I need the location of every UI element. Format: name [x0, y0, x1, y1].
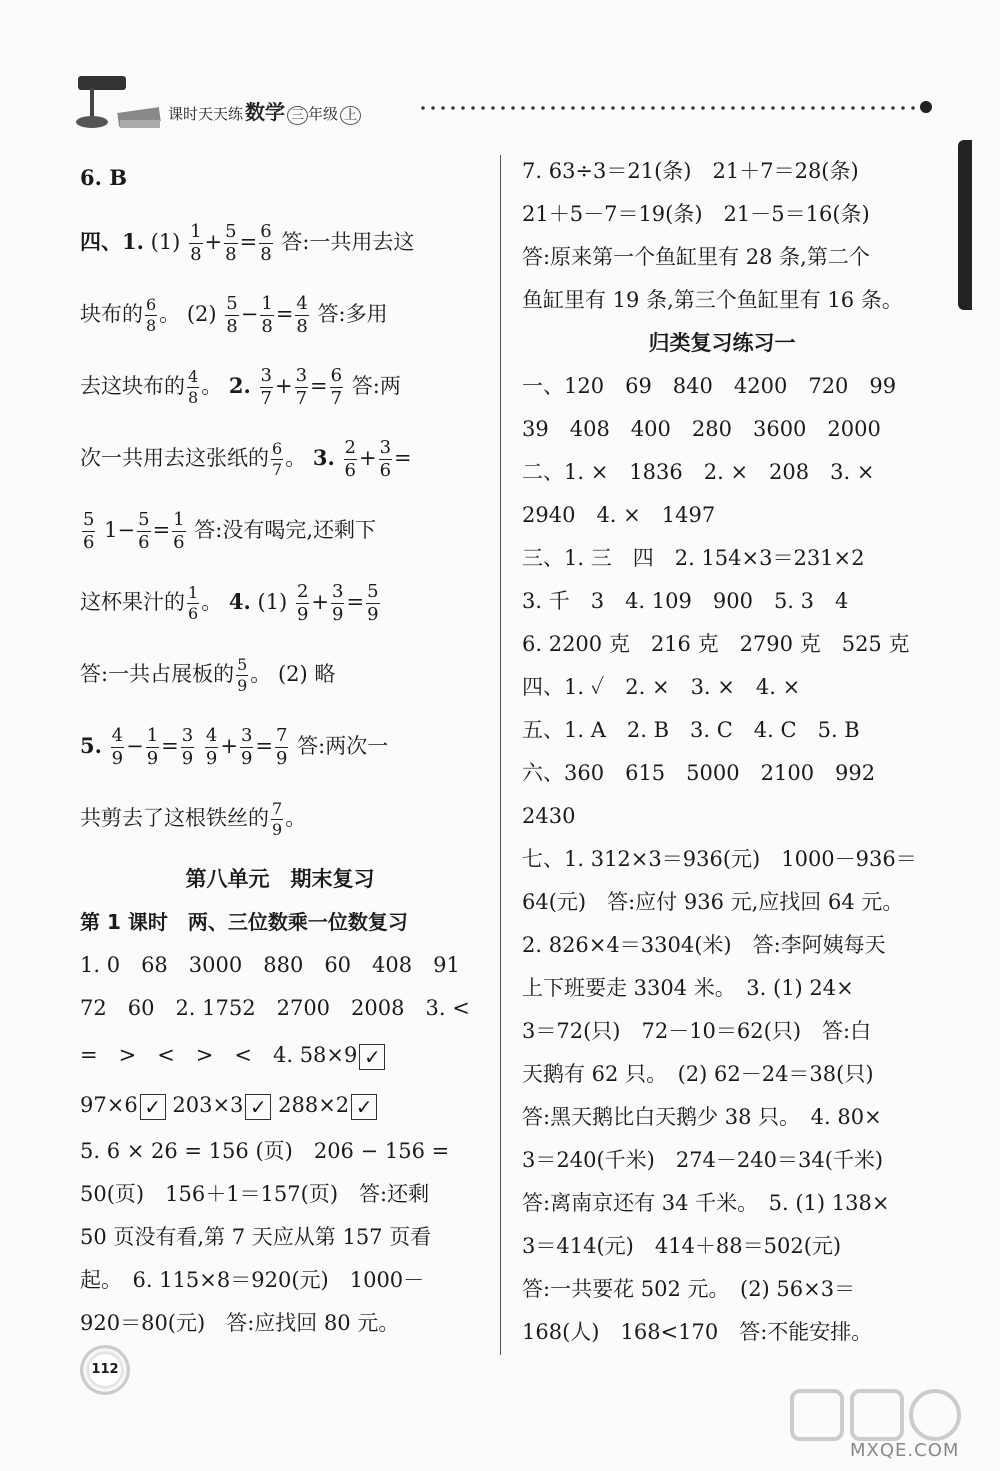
answer-line: 答:一共占展板的 $\frac{5}{9}$ 。 (2) 略 [80, 655, 336, 695]
grade-badge: 三 [287, 106, 308, 125]
answer-line: 3＝240(千米) 274－240＝34(千米) [522, 1148, 884, 1172]
answer-line: 共剪去了这根铁丝的 $\frac{7}{9}$ 。 [80, 799, 307, 839]
answer-line: 50 页没有看,第 7 天应从第 157 页看 [80, 1225, 432, 1249]
answer-line: 次一共用去这张纸的 $\frac{6}{7}$ 。 3. $\frac{2}{6}$ + $\frac{3}{6}$ = [80, 437, 412, 481]
fraction: $\frac{3}{7}$ [260, 365, 272, 409]
answer-line: 6. 2200 克 216 克 2790 克 525 克 [522, 632, 910, 656]
check-box: ✓ [245, 1094, 271, 1120]
fraction: $\frac{5}{6}$ [138, 509, 150, 553]
fraction: $\frac{4}{9}$ [205, 725, 218, 769]
fraction: $\frac{5}{8}$ [226, 293, 238, 337]
term-badge: 上 [340, 106, 361, 125]
answer-line: 2430 [522, 804, 576, 828]
answer-line: 2. 826×4＝3304(米) 答:李阿姨每天 [522, 933, 886, 957]
answer-line: 920＝80(元) 答:应找回 80 元。 [80, 1311, 400, 1335]
answer-line: $\frac{5}{6}$ 1− $\frac{5}{6}$ = $\frac{1}{6}$ 答:没有喝完,还剩下 [83, 509, 377, 553]
answer-line: 六、360 615 5000 2100 992 [522, 761, 876, 785]
check-box: ✓ [351, 1094, 377, 1120]
fraction: $\frac{6}{7}$ [330, 365, 343, 409]
answer-line: 四、1. (1) $\frac{1}{8}$ + $\frac{5}{8}$ = $\frac{6}{8}$ 答:一共用去这 [80, 221, 415, 265]
answer-line: 答:黑天鹅比白天鹅少 38 只。 4. 80× [522, 1105, 882, 1129]
answer-line: 一、120 69 840 4200 720 99 [522, 374, 897, 398]
answer-line: 答:一共要花 502 元。 (2) 56×3＝ [522, 1277, 856, 1301]
answer-line: 天鹅有 62 只。 (2) 62－24＝38(只) [522, 1062, 874, 1086]
watermark-logo-icon [790, 1385, 970, 1445]
answer-line: 答:原来第一个鱼缸里有 28 条,第二个 [522, 245, 870, 269]
fraction: $\frac{4}{8}$ [296, 293, 308, 337]
answer-line: 3. 千 3 4. 109 900 5. 3 4 [522, 589, 849, 613]
fraction: $\frac{5}{6}$ [83, 509, 95, 553]
answer-line: 72 60 2. 1752 2700 2008 3. < [80, 996, 470, 1020]
answer-line: 6. B [80, 165, 127, 190]
fraction: $\frac{4}{8}$ [188, 367, 199, 407]
answer-line: 39 408 400 280 3600 2000 [522, 417, 881, 441]
column-divider [500, 155, 501, 1355]
fraction: $\frac{1}{9}$ [146, 725, 159, 769]
fraction: $\frac{4}{9}$ [111, 725, 124, 769]
fraction: $\frac{1}{6}$ [188, 583, 199, 623]
fraction: $\frac{3}{6}$ [379, 437, 392, 481]
fraction: $\frac{3}{9}$ [181, 725, 194, 769]
answer-line: 2940 4. × 1497 [522, 503, 716, 527]
page-edge-mark [958, 140, 972, 310]
page-header [70, 70, 950, 150]
fraction: $\frac{1}{6}$ [173, 509, 185, 553]
answer-line: 7. 63÷3＝21(条) 21＋7＝28(条) [522, 159, 859, 183]
fraction: $\frac{6}{8}$ [146, 295, 157, 335]
right-column [522, 150, 922, 1354]
answer-line: 这杯果汁的 $\frac{1}{6}$ 。 4. (1) $\frac{2}{9}$ + $\frac{3}{9}$ = $\frac{5}{9}$ [80, 581, 379, 625]
fraction: $\frac{5}{8}$ [225, 221, 237, 265]
answer-line: 97×6 ✓ 203×3 ✓ 288×2 ✓ [80, 1080, 480, 1130]
fraction: $\frac{7}{9}$ [272, 799, 283, 839]
fraction: $\frac{5}{9}$ [367, 581, 379, 625]
answer-line: 三、1. 三 四 2. 154×3＝231×2 [522, 546, 865, 570]
answer-line: 5. $\frac{4}{9}$ − $\frac{1}{9}$ = $\frac{3}{9}$ $\frac{4}{9}$ + $\frac{3}{9}$ = $\frac{7}{9}$ 答:两次一 [80, 725, 389, 769]
unit-title: 第八单元 期末复习 [185, 867, 375, 891]
answer-line: 64(元) 答:应付 936 元,应找回 64 元。 [522, 890, 904, 914]
answer-line: 答:离南京还有 34 千米。 5. (1) 138× [522, 1191, 890, 1215]
answer-line: 五、1. A 2. B 3. C 4. C 5. B [522, 718, 860, 742]
header-dotted-line [418, 106, 918, 110]
fraction: $\frac{3}{9}$ [332, 581, 344, 625]
lesson-title: 第 1 课时 两、三位数乘一位数复习 [80, 910, 408, 934]
answer-line: 二、1. × 1836 2. × 208 3. × [522, 460, 875, 484]
answer-line: 块布的 $\frac{6}{8}$ 。 (2) $\frac{5}{8}$ − $\frac{1}{8}$ = $\frac{4}{8}$ 答:多用 [80, 293, 388, 337]
fraction: $\frac{3}{7}$ [295, 365, 308, 409]
header-end-dot [920, 101, 932, 113]
fraction: $\frac{6}{8}$ [260, 221, 272, 265]
fraction: $\frac{2}{9}$ [296, 581, 309, 625]
answer-line: 起。 6. 115×8＝920(元) 1000－ [80, 1268, 425, 1292]
answer-line: 5. 6 × 26 = 156 (页) 206 − 156 = [80, 1139, 450, 1163]
subject-label: 数学 [245, 100, 286, 124]
answer-line: 上下班要走 3304 米。 3. (1) 24× [522, 976, 854, 1000]
answer-line: 1. 0 68 3000 880 60 408 91 [80, 953, 460, 977]
fraction: $\frac{5}{9}$ [237, 655, 248, 695]
fraction: $\frac{1}{8}$ [190, 221, 202, 265]
fraction: $\frac{7}{9}$ [276, 725, 288, 769]
section-title: 归类复习练习一 [648, 331, 796, 355]
answer-line: 鱼缸里有 19 条,第三个鱼缸里有 16 条。 [522, 288, 903, 312]
answer-line: 3＝72(只) 72－10＝62(只) 答:白 [522, 1019, 872, 1043]
answer-line: 3＝414(元) 414＋88＝502(元) [522, 1234, 842, 1258]
watermark-text: MXQE.COM [850, 1440, 960, 1461]
fraction: $\frac{2}{6}$ [344, 437, 356, 481]
check-box: ✓ [359, 1044, 385, 1070]
answer-line: 168(人) 168<170 答:不能安排。 [522, 1320, 873, 1344]
check-box: ✓ [140, 1094, 166, 1120]
answer-line: 去这块布的 $\frac{4}{8}$ 。 2. $\frac{3}{7}$ + $\frac{3}{7}$ = $\frac{6}{7}$ 答:两 [80, 365, 401, 409]
answer-line: 50(页) 156＋1＝157(页) 答:还剩 [80, 1182, 430, 1206]
answer-line: 七、1. 312×3＝936(元) 1000－936＝ [522, 847, 917, 871]
fraction: $\frac{3}{9}$ [240, 725, 253, 769]
book-series-title: 课时天天练 数学 三 年级 上 [168, 96, 361, 125]
page-number-badge: 112 [80, 1345, 130, 1395]
answer-line: 四、1. ✓ 2. × 3. × 4. × [522, 675, 801, 699]
fraction: $\frac{6}{7}$ [272, 439, 283, 479]
fraction: $\frac{1}{8}$ [261, 293, 273, 337]
left-column [80, 150, 480, 1345]
answer-line: 21＋5－7＝19(条) 21－5＝16(条) [522, 202, 870, 226]
desk-lamp-icon [70, 70, 165, 140]
answer-line: = > < > < 4. 58×9 ✓ [80, 1030, 480, 1080]
